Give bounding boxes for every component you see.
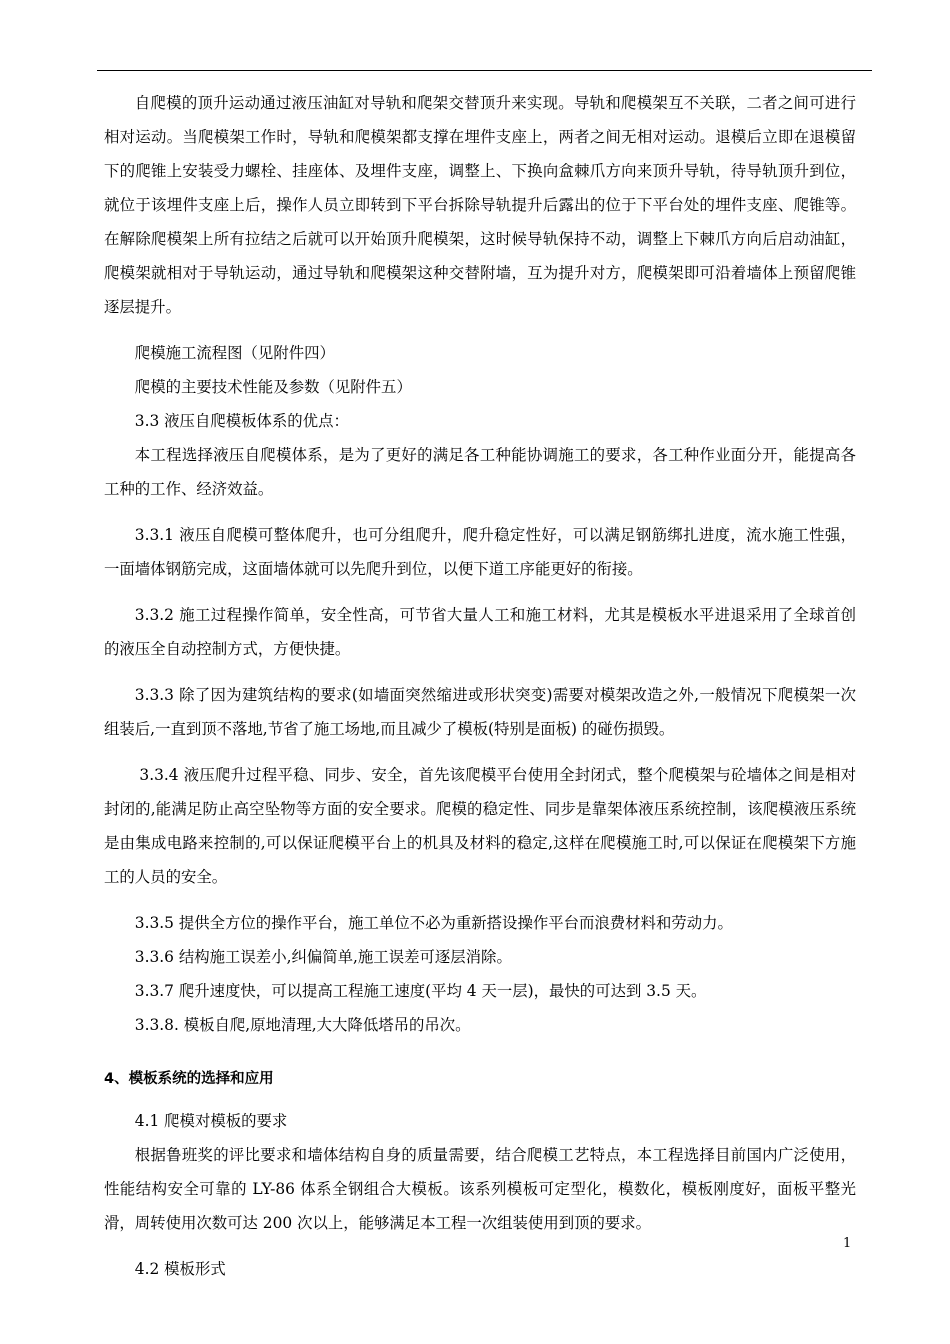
paragraph-4-1-body: 根据鲁班奖的评比要求和墙体结构自身的质量需要，结合爬模工艺特点，本工程选择目前国内广泛使用，性能结构安全可靠的 LY-86 体系全钢组合大模板。该系列模板可定型化，模数化，模板刚度好，面板平整光滑，周转使用次数可达 200 次以上，能够满足本工程一次组装使用到顶的要求。 xyxy=(104,1146,856,1232)
document-body xyxy=(104,86,856,1286)
section-heading-4: 4、模板系统的选择和应用 xyxy=(104,1071,274,1087)
paragraph-3-3-7: 3.3.7 爬升速度快，可以提高工程施工速度(平均 4 天一层)，最快的可达到 3.5 天。 xyxy=(134,982,707,1000)
paragraph-3-3-intro: 本工程选择液压自爬模体系，是为了更好的满足各工种能协调施工的要求，各工种作业面分开，能提高各工种的工作、经济效益。 xyxy=(104,446,856,498)
paragraph-3-3-3: 3.3.3 除了因为建筑结构的要求(如墙面突然缩进或形状突变)需要对模架改造之外,一般情况下爬模架一次组装后,一直到顶不落地,节省了施工场地,而且减少了模板(特别是面板) 的碰伤损毁。 xyxy=(104,686,856,738)
header-rule xyxy=(97,70,872,71)
paragraph-3-3-6: 3.3.6 结构施工误差小,纠偏简单,施工误差可逐层消除。 xyxy=(134,948,512,966)
subheading-3-3: 3.3 液压自爬模板体系的优点： xyxy=(134,412,349,430)
paragraph-3-3-4: 3.3.4 液压爬升过程平稳、同步、安全，首先该爬模平台使用全封闭式，整个爬模架与砼墙体之间是相对封闭的,能满足防止高空坠物等方面的安全要求。爬模的稳定性、同步是靠架体液压系统控制，该爬模液压系统是由集成电路来控制的,可以保证爬模平台上的机具及材料的稳定,这样在爬模施工时,可以保证在爬模架下方施工的人员的安全。 xyxy=(104,766,856,886)
subheading-4-1: 4.1 爬模对模板的要求 xyxy=(134,1112,288,1130)
paragraph-climbing-motion: 自爬模的顶升运动通过液压油缸对导轨和爬架交替顶升来实现。导轨和爬模架互不关联，二者之间可进行相对运动。当爬模架工作时，导轨和爬模架都支撑在埋件支座上，两者之间无相对运动。退模后立即在退模留下的爬锥上安装受力螺栓、挂座体、及埋件支座，调整上、下换向盒棘爪方向来顶升导轨，待导轨顶升到位，就位于该埋件支座上后，操作人员立即转到下平台拆除导轨提升后露出的位于下平台处的埋件支座、爬锥等。在解除爬模架上所有拉结之后就可以开始顶升爬模架，这时候导轨保持不动，调整上下棘爪方向后启动油缸，爬模架就相对于导轨运动，通过导轨和爬模架这种交替附墙，互为提升对方，爬模架即可沿着墙体上预留爬锥逐层提升。 xyxy=(104,94,856,316)
subheading-4-2: 4.2 模板形式 xyxy=(134,1260,226,1278)
paragraph-flowchart-ref: 爬模施工流程图（见附件四） xyxy=(134,344,335,362)
page-number: 1 xyxy=(843,1236,852,1251)
paragraph-3-3-1: 3.3.1 液压自爬模可整体爬升，也可分组爬升，爬升稳定性好，可以满足钢筋绑扎进度，流水施工性强，一面墙体钢筋完成，这面墙体就可以先爬升到位，以便下道工序能更好的衔接。 xyxy=(104,526,856,578)
paragraph-parameters-ref: 爬模的主要技术性能及参数（见附件五） xyxy=(134,378,412,396)
paragraph-3-3-8: 3.3.8. 模板自爬,原地清理,大大降低塔吊的吊次。 xyxy=(134,1016,471,1034)
paragraph-3-3-5: 3.3.5 提供全方位的操作平台，施工单位不必为重新搭设操作平台而浪费材料和劳动力。 xyxy=(134,914,733,932)
paragraph-3-3-2: 3.3.2 施工过程操作简单，安全性高，可节省大量人工和施工材料，尤其是模板水平进退采用了全球首创的液压全自动控制方式，方便快捷。 xyxy=(104,606,856,658)
